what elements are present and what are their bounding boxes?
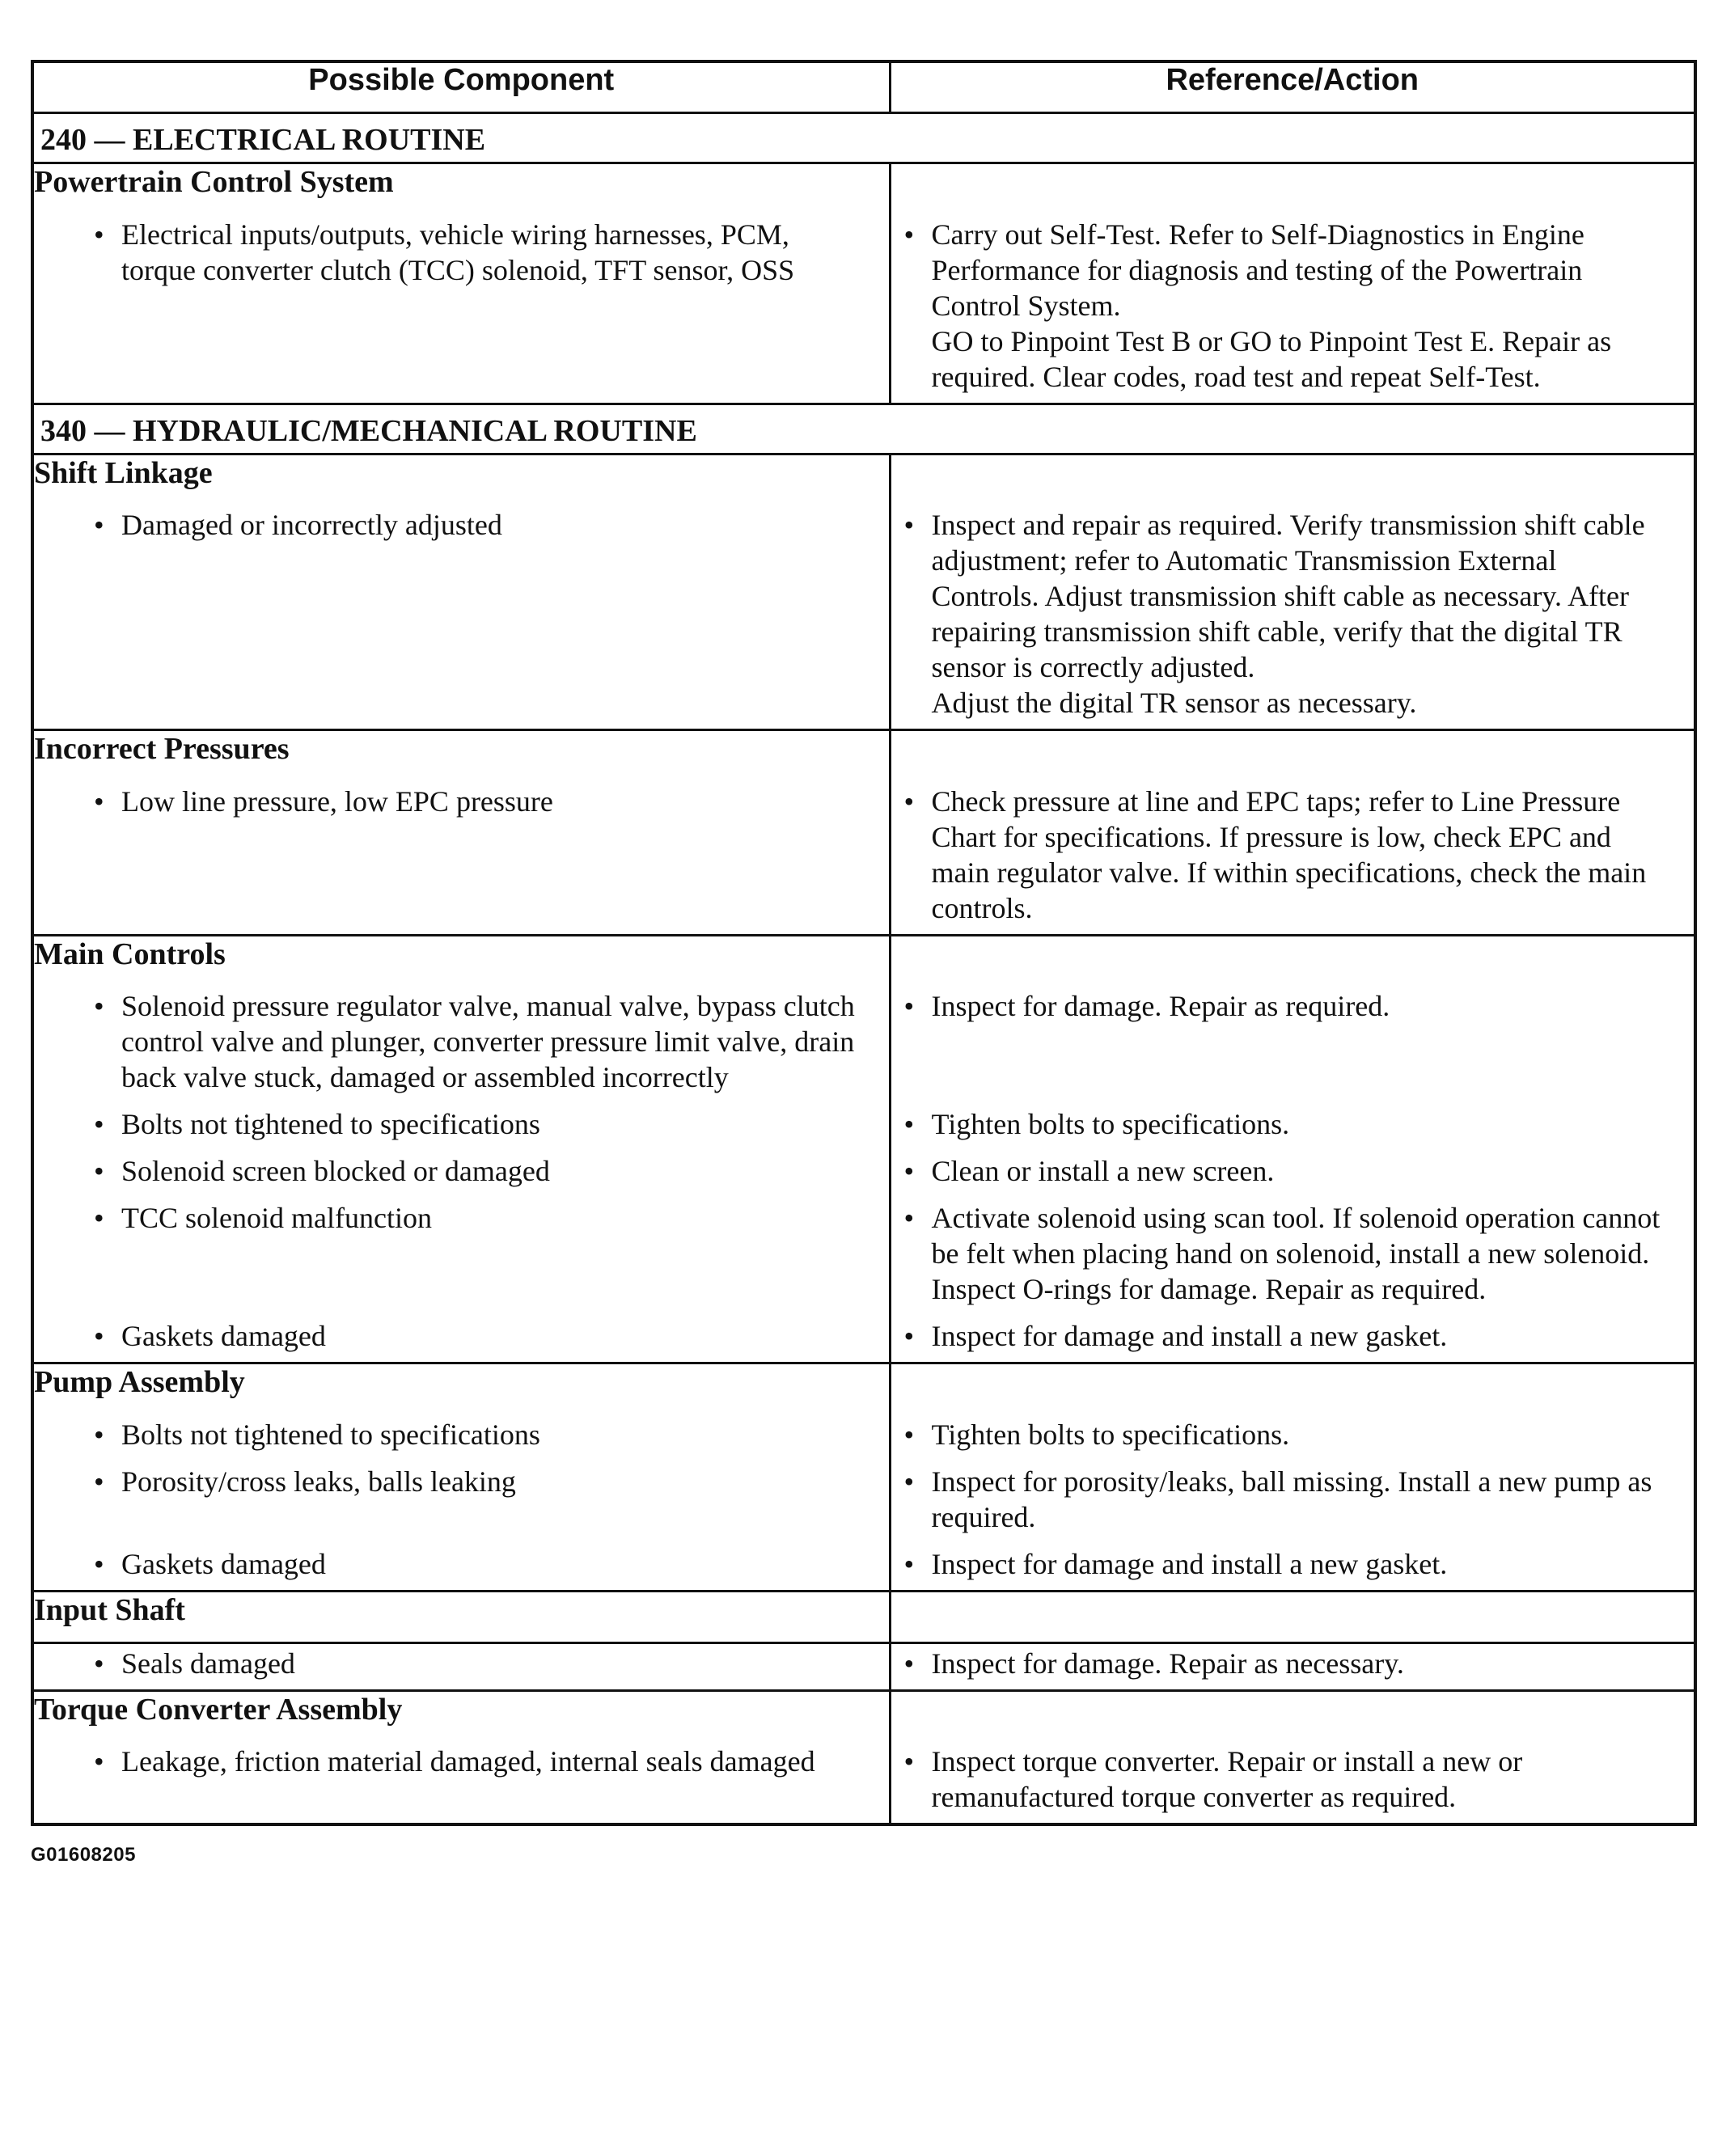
diagnostic-table bbox=[31, 60, 1697, 1826]
table-row bbox=[32, 1152, 1695, 1198]
component-bullet-item bbox=[34, 1318, 866, 1354]
diagnostic-document bbox=[31, 60, 1694, 1866]
group-title: Input Shaft bbox=[32, 1591, 890, 1642]
component-cell bbox=[32, 1152, 890, 1198]
bullet-icon: • bbox=[903, 1745, 915, 1778]
bullet-icon: • bbox=[903, 1320, 915, 1352]
action-text: Inspect for damage and install a new gasket. bbox=[931, 1547, 1448, 1580]
table-row bbox=[32, 1742, 1695, 1824]
component-text: Gaskets damaged bbox=[121, 1547, 326, 1580]
action-cell bbox=[890, 987, 1695, 1105]
component-cell bbox=[32, 1105, 890, 1152]
table-row bbox=[32, 1415, 1695, 1462]
bullet-icon: • bbox=[903, 1647, 915, 1680]
bullet-icon: • bbox=[94, 1745, 104, 1778]
component-cell bbox=[32, 782, 890, 936]
action-text: Inspect for damage. Repair as required. bbox=[931, 990, 1390, 1022]
component-cell bbox=[32, 1545, 890, 1592]
action-text: Inspect for damage and install a new gasket. bbox=[931, 1320, 1448, 1352]
group-action-empty bbox=[890, 1591, 1695, 1642]
column-header-possible-component: Possible Component bbox=[32, 61, 890, 113]
bullet-icon: • bbox=[903, 990, 915, 1022]
table-row bbox=[32, 1462, 1695, 1545]
component-cell bbox=[32, 1198, 890, 1317]
table-row bbox=[32, 505, 1695, 730]
table-row bbox=[32, 782, 1695, 936]
group-action-empty bbox=[890, 1690, 1695, 1742]
group-row bbox=[32, 1591, 1695, 1642]
bullet-icon: • bbox=[94, 1320, 104, 1352]
group-row bbox=[32, 163, 1695, 215]
action-cell bbox=[890, 1462, 1695, 1545]
component-text: Leakage, friction material damaged, internal seals damaged bbox=[121, 1745, 815, 1778]
group-action-empty bbox=[890, 454, 1695, 505]
action-text: Activate solenoid using scan tool. If solenoid operation cannot be felt when placing hand on solenoid, install a new solenoid. Inspect O-rings for damage. Repair as required. bbox=[931, 1202, 1661, 1305]
action-text: Inspect torque converter. Repair or install a new or remanufactured torque converter as required. bbox=[931, 1745, 1523, 1813]
action-cell bbox=[890, 1742, 1695, 1824]
section-row bbox=[32, 113, 1695, 163]
table-row bbox=[32, 987, 1695, 1105]
group-title: Powertrain Control System bbox=[32, 163, 890, 215]
bullet-icon: • bbox=[94, 1547, 104, 1580]
component-cell bbox=[32, 1742, 890, 1824]
bullet-icon: • bbox=[903, 1465, 915, 1498]
bullet-icon: • bbox=[903, 1418, 915, 1451]
action-bullet-item bbox=[891, 1153, 1672, 1189]
action-bullet-item bbox=[891, 217, 1672, 395]
bullet-icon: • bbox=[94, 1418, 104, 1451]
group-row bbox=[32, 730, 1695, 782]
action-bullet-item bbox=[891, 1744, 1672, 1815]
action-text: Clean or install a new screen. bbox=[931, 1155, 1275, 1187]
table-row bbox=[32, 215, 1695, 404]
group-action-empty bbox=[890, 163, 1695, 215]
table-header-row bbox=[32, 61, 1695, 113]
component-text: Damaged or incorrectly adjusted bbox=[121, 509, 502, 541]
group-row bbox=[32, 454, 1695, 505]
component-cell bbox=[32, 505, 890, 730]
bullet-icon: • bbox=[903, 1155, 915, 1187]
action-cell bbox=[890, 1642, 1695, 1690]
component-bullet-item bbox=[34, 1200, 866, 1236]
action-cell bbox=[890, 215, 1695, 404]
bullet-icon: • bbox=[903, 1108, 915, 1140]
action-bullet-item bbox=[891, 988, 1672, 1024]
table-row bbox=[32, 1317, 1695, 1363]
bullet-icon: • bbox=[94, 1465, 104, 1498]
section-title: 240 — ELECTRICAL ROUTINE bbox=[32, 113, 1695, 163]
group-action-empty bbox=[890, 730, 1695, 782]
action-text: Inspect and repair as required. Verify transmission shift cable adjustment; refer to Automatic Transmission External Controls. Adjust transmission shift cable as necessary. After repairing transmission shift cable, verify that the digital TR sensor is correctly adjusted. Adjust the digital TR sensor as necessary. bbox=[931, 509, 1645, 719]
component-cell bbox=[32, 1642, 890, 1690]
table-row bbox=[32, 1642, 1695, 1690]
action-text: Inspect for damage. Repair as necessary. bbox=[931, 1647, 1404, 1680]
bullet-icon: • bbox=[94, 509, 104, 541]
action-cell bbox=[890, 1105, 1695, 1152]
component-bullet-item bbox=[34, 784, 866, 819]
table-row bbox=[32, 1105, 1695, 1152]
action-bullet-item bbox=[891, 1106, 1672, 1142]
component-text: Seals damaged bbox=[121, 1647, 295, 1680]
action-bullet-item bbox=[891, 1464, 1672, 1535]
bullet-icon: • bbox=[94, 1202, 104, 1234]
bullet-icon: • bbox=[903, 1547, 915, 1580]
component-cell bbox=[32, 215, 890, 404]
action-cell bbox=[890, 1415, 1695, 1462]
action-cell bbox=[890, 1545, 1695, 1592]
bullet-icon: • bbox=[94, 1647, 104, 1680]
group-title: Shift Linkage bbox=[32, 454, 890, 505]
component-bullet-item bbox=[34, 1546, 866, 1582]
component-bullet-item bbox=[34, 507, 866, 543]
action-cell bbox=[890, 1152, 1695, 1198]
action-bullet-item bbox=[891, 784, 1672, 926]
figure-code: G01608205 bbox=[31, 1844, 136, 1866]
group-row bbox=[32, 935, 1695, 987]
bullet-icon: • bbox=[94, 1108, 104, 1140]
component-bullet-item bbox=[34, 1646, 866, 1681]
group-row bbox=[32, 1363, 1695, 1415]
bullet-icon: • bbox=[94, 784, 104, 818]
component-text: Solenoid pressure regulator valve, manual valve, bypass clutch control valve and plunger, converter pressure limit valve, drain back valve stuck, damaged or assembled incorrectly bbox=[121, 990, 855, 1093]
component-bullet-item bbox=[34, 1106, 866, 1142]
group-row bbox=[32, 1690, 1695, 1742]
component-text: Low line pressure, low EPC pressure bbox=[121, 784, 553, 818]
action-text: Tighten bolts to specifications. bbox=[931, 1108, 1290, 1140]
table-row bbox=[32, 1545, 1695, 1592]
component-cell bbox=[32, 987, 890, 1105]
column-header-reference-action: Reference/Action bbox=[890, 61, 1695, 113]
action-cell bbox=[890, 1198, 1695, 1317]
action-bullet-item bbox=[891, 507, 1672, 721]
component-cell bbox=[32, 1462, 890, 1545]
component-text: TCC solenoid malfunction bbox=[121, 1202, 432, 1234]
component-text: Solenoid screen blocked or damaged bbox=[121, 1155, 550, 1187]
bullet-icon: • bbox=[94, 990, 104, 1022]
group-title: Torque Converter Assembly bbox=[32, 1690, 890, 1742]
group-title: Pump Assembly bbox=[32, 1363, 890, 1415]
action-bullet-item bbox=[891, 1417, 1672, 1452]
action-cell bbox=[890, 505, 1695, 730]
bullet-icon: • bbox=[903, 1202, 915, 1234]
bullet-icon: • bbox=[94, 218, 104, 251]
component-bullet-item bbox=[34, 1153, 866, 1189]
group-title: Main Controls bbox=[32, 935, 890, 987]
action-text: Tighten bolts to specifications. bbox=[931, 1418, 1290, 1451]
component-bullet-item bbox=[34, 988, 866, 1095]
action-bullet-item bbox=[891, 1646, 1672, 1681]
action-cell bbox=[890, 782, 1695, 936]
component-cell bbox=[32, 1415, 890, 1462]
component-bullet-item bbox=[34, 217, 866, 288]
action-text: Inspect for porosity/leaks, ball missing. Install a new pump as required. bbox=[931, 1465, 1652, 1533]
component-text: Bolts not tightened to specifications bbox=[121, 1108, 540, 1140]
bullet-icon: • bbox=[94, 1155, 104, 1187]
group-action-empty bbox=[890, 935, 1695, 987]
table-row bbox=[32, 1198, 1695, 1317]
component-text: Gaskets damaged bbox=[121, 1320, 326, 1352]
table-body bbox=[32, 113, 1695, 1825]
section-row bbox=[32, 404, 1695, 454]
bullet-icon: • bbox=[903, 218, 915, 251]
action-bullet-item bbox=[891, 1318, 1672, 1354]
action-text: Check pressure at line and EPC taps; refer to Line Pressure Chart for specifications. If pressure is low, check EPC and main regulator valve. If within specifications, check the main controls. bbox=[931, 784, 1647, 924]
action-bullet-item bbox=[891, 1546, 1672, 1582]
group-title: Incorrect Pressures bbox=[32, 730, 890, 782]
bullet-icon: • bbox=[903, 509, 915, 541]
component-bullet-item bbox=[34, 1464, 866, 1499]
action-bullet-item bbox=[891, 1200, 1672, 1307]
component-text: Bolts not tightened to specifications bbox=[121, 1418, 540, 1451]
section-title: 340 — HYDRAULIC/MECHANICAL ROUTINE bbox=[32, 404, 1695, 454]
component-text: Electrical inputs/outputs, vehicle wiring harnesses, PCM, torque converter clutch (TCC) solenoid, TFT sensor, OSS bbox=[121, 218, 795, 286]
component-bullet-item bbox=[34, 1417, 866, 1452]
bullet-icon: • bbox=[903, 784, 915, 818]
component-bullet-item bbox=[34, 1744, 866, 1779]
action-cell bbox=[890, 1317, 1695, 1363]
component-text: Porosity/cross leaks, balls leaking bbox=[121, 1465, 516, 1498]
group-action-empty bbox=[890, 1363, 1695, 1415]
component-cell bbox=[32, 1317, 890, 1363]
action-text: Carry out Self-Test. Refer to Self-Diagnostics in Engine Performance for diagnosis and testing of the Powertrain Control System. GO to Pinpoint Test B or GO to Pinpoint Test E. Repair as required. Clear codes, road test and repeat Self-Test. bbox=[931, 218, 1612, 393]
